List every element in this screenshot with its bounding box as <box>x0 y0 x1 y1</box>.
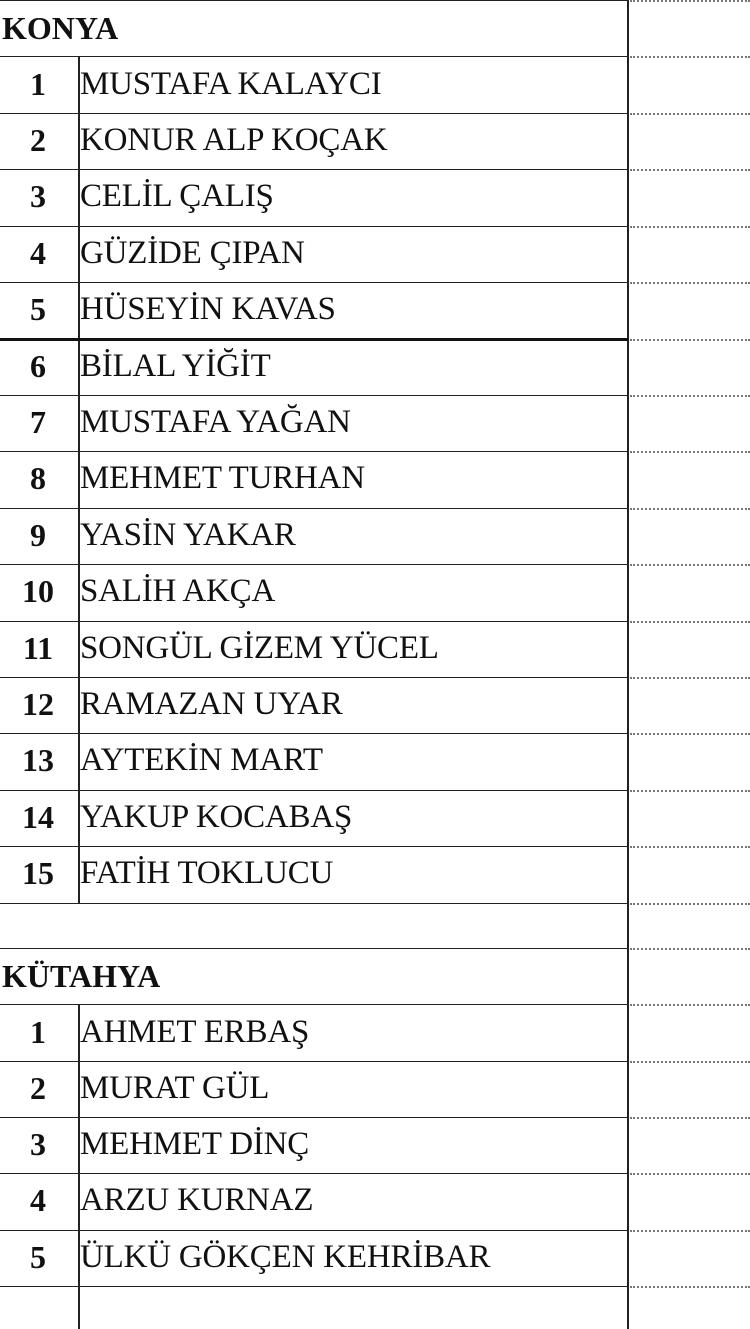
row-divider <box>0 113 628 114</box>
dotted-divider <box>630 282 750 284</box>
row-divider <box>0 0 628 1</box>
row-divider <box>0 395 628 396</box>
candidate-number: 12 <box>22 686 54 722</box>
candidate-number: 2 <box>30 1070 46 1106</box>
row-divider <box>0 1286 628 1287</box>
candidate-number: 4 <box>30 1182 46 1218</box>
candidate-name: AYTEKİN MART <box>80 742 323 778</box>
candidate-name: AHMET ERBAŞ <box>80 1014 310 1050</box>
row-divider <box>0 1061 628 1062</box>
candidate-number: 13 <box>22 742 54 778</box>
dotted-divider <box>630 1117 750 1119</box>
candidate-name: MUSTAFA YAĞAN <box>80 404 351 440</box>
candidate-number: 11 <box>22 630 54 666</box>
candidate-number: 7 <box>30 404 46 440</box>
dotted-divider <box>630 790 750 792</box>
dotted-divider <box>630 113 750 115</box>
province-heading-kutahya: KÜTAHYA <box>2 958 161 994</box>
candidate-number: 1 <box>30 66 46 102</box>
dotted-divider <box>630 1286 750 1288</box>
candidate-name: MEHMET DİNÇ <box>80 1126 310 1162</box>
candidate-name: MEHMET TURHAN <box>80 460 365 496</box>
dotted-divider <box>630 903 750 905</box>
dotted-divider <box>630 733 750 735</box>
candidate-name: HÜSEYİN KAVAS <box>80 291 336 327</box>
province-heading-konya: KONYA <box>2 10 119 46</box>
dotted-divider <box>630 1173 750 1175</box>
candidate-name: CELİL ÇALIŞ <box>80 178 274 214</box>
candidate-number: 9 <box>30 517 46 553</box>
dotted-divider <box>630 621 750 623</box>
dotted-divider <box>630 508 750 510</box>
row-divider-thick <box>0 338 628 341</box>
candidate-number: 6 <box>30 348 46 384</box>
row-divider <box>0 508 628 509</box>
dotted-divider <box>630 395 750 397</box>
row-divider <box>0 621 628 622</box>
candidate-number: 15 <box>22 855 54 891</box>
dotted-divider <box>630 564 750 566</box>
candidate-number: 10 <box>22 573 54 609</box>
dotted-divider <box>630 1061 750 1063</box>
dotted-divider <box>630 1230 750 1232</box>
candidate-name: GÜZİDE ÇIPAN <box>80 235 305 271</box>
candidate-number: 8 <box>30 460 46 496</box>
candidate-name: KONUR ALP KOÇAK <box>80 122 388 158</box>
dotted-divider <box>630 1004 750 1006</box>
row-divider <box>0 1173 628 1174</box>
row-divider <box>0 733 628 734</box>
dotted-divider <box>630 339 750 341</box>
candidate-number: 1 <box>30 1014 46 1050</box>
candidate-name: BİLAL YİĞİT <box>80 348 271 384</box>
row-divider <box>0 282 628 283</box>
candidate-name: SALİH AKÇA <box>80 573 276 609</box>
row-divider <box>0 677 628 678</box>
candidate-number: 5 <box>30 1239 46 1275</box>
dotted-divider <box>630 226 750 228</box>
candidate-name: ARZU KURNAZ <box>80 1182 314 1218</box>
column-divider <box>78 1004 80 1329</box>
row-divider <box>0 948 628 949</box>
row-divider <box>0 903 628 904</box>
row-divider <box>0 226 628 227</box>
dotted-divider <box>630 846 750 848</box>
column-divider <box>627 0 629 1329</box>
row-divider <box>0 1004 628 1005</box>
row-divider <box>0 1117 628 1118</box>
candidate-name: YAKUP KOCABAŞ <box>80 799 353 835</box>
row-divider <box>0 564 628 565</box>
row-divider <box>0 846 628 847</box>
column-divider <box>78 56 80 903</box>
candidate-name: MURAT GÜL <box>80 1070 270 1106</box>
candidate-number: 4 <box>30 235 46 271</box>
candidate-name: YASİN YAKAR <box>80 517 296 553</box>
candidate-name: MUSTAFA KALAYCI <box>80 66 382 102</box>
candidate-number: 14 <box>22 799 54 835</box>
row-divider <box>0 169 628 170</box>
candidate-name: ÜLKÜ GÖKÇEN KEHRİBAR <box>80 1239 491 1275</box>
dotted-divider <box>630 56 750 58</box>
candidate-number: 3 <box>30 1126 46 1162</box>
candidate-name: FATİH TOKLUCU <box>80 855 334 891</box>
candidate-number: 3 <box>30 178 46 214</box>
dotted-divider <box>630 677 750 679</box>
row-divider <box>0 790 628 791</box>
dotted-divider <box>630 0 750 2</box>
candidate-name: SONGÜL GİZEM YÜCEL <box>80 630 439 666</box>
dotted-divider <box>630 169 750 171</box>
row-divider <box>0 451 628 452</box>
row-divider <box>0 1230 628 1231</box>
candidate-number: 2 <box>30 122 46 158</box>
candidate-name: RAMAZAN UYAR <box>80 686 343 722</box>
dotted-divider <box>630 451 750 453</box>
candidate-number: 5 <box>30 291 46 327</box>
row-divider <box>0 56 628 57</box>
dotted-divider <box>630 948 750 950</box>
